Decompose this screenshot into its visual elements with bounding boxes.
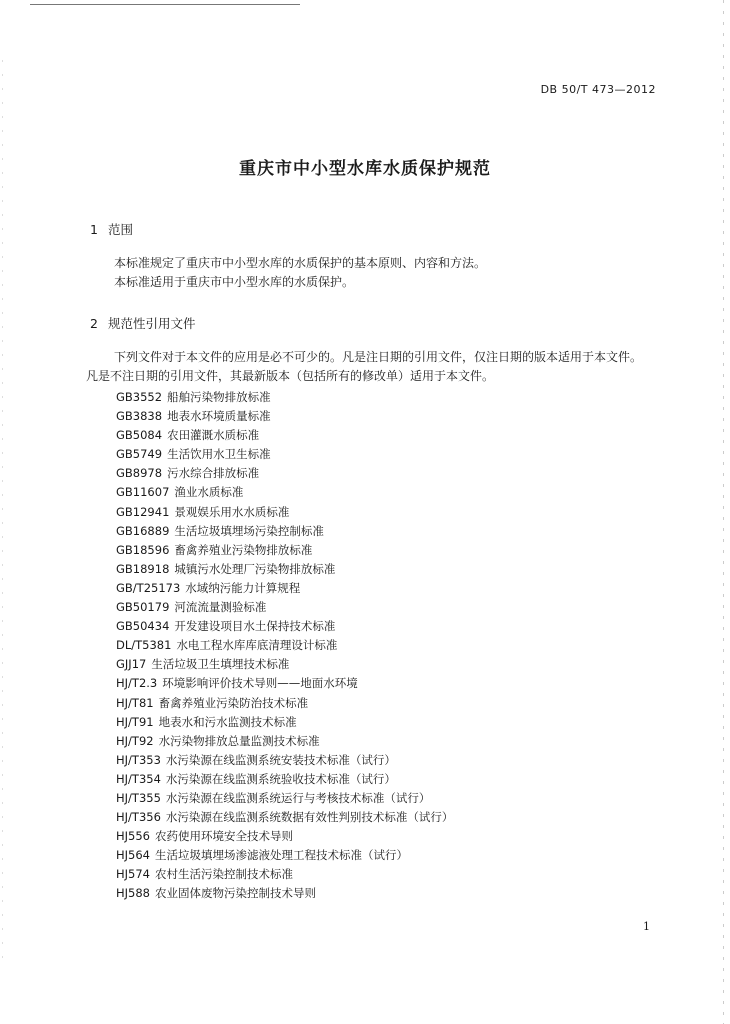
reference-item — [116, 426, 453, 445]
reference-item — [116, 598, 453, 617]
standard-code: DB 50/T 473—2012 — [540, 83, 656, 96]
section-1-paragraph-2: 本标准适用于重庆市中小型水库的水质保护。 — [114, 275, 355, 289]
reference-code: GJJ17 — [116, 657, 147, 672]
reference-name: 生活饮用水卫生标准 — [167, 447, 271, 462]
reference-item — [116, 713, 453, 732]
reference-code: GB5084 — [116, 428, 163, 443]
reference-code: GB/T25173 — [116, 580, 181, 595]
reference-code: HJ/T356 — [116, 810, 161, 825]
reference-item — [116, 674, 453, 693]
document-title: 重庆市中小型水库水质保护规范 — [239, 159, 491, 179]
reference-name: 城镇污水处理厂污染物排放标准 — [174, 561, 336, 576]
reference-item — [116, 808, 453, 827]
reference-name: 生活垃圾填埋场污染控制标准 — [174, 523, 324, 538]
reference-code: GB18918 — [116, 561, 170, 576]
reference-code: GB3838 — [116, 409, 163, 424]
reference-item — [116, 789, 453, 808]
reference-code: HJ564 — [116, 848, 150, 863]
reference-item — [116, 732, 453, 751]
reference-code: HJ556 — [116, 829, 150, 844]
reference-name: 地表水环境质量标准 — [167, 409, 271, 424]
reference-name: 环境影响评价技术导则——地面水环境 — [162, 676, 358, 691]
reference-code: GB8978 — [116, 466, 163, 481]
reference-code: GB12941 — [116, 504, 170, 519]
reference-code: HJ588 — [116, 886, 150, 901]
reference-item — [116, 445, 453, 464]
reference-code: HJ/T355 — [116, 790, 161, 805]
reference-item — [116, 846, 453, 865]
reference-name: 景观娱乐用水水质标准 — [174, 504, 290, 519]
reference-code: HJ/T353 — [116, 752, 161, 767]
section-2-intro-line-2: 凡是不注日期的引用文件，其最新版本（包括所有的修改单）适用于本文件。 — [86, 369, 495, 383]
reference-item — [116, 541, 453, 560]
reference-item — [116, 522, 453, 541]
section-2-heading — [90, 314, 196, 332]
reference-item — [116, 503, 453, 522]
reference-item — [116, 865, 453, 884]
reference-name: 畜禽养殖业污染物排放标准 — [174, 542, 313, 557]
reference-item — [116, 694, 453, 713]
reference-item — [116, 617, 453, 636]
section-1-paragraph-1: 本标准规定了重庆市中小型水库的水质保护的基本原则、内容和方法。 — [114, 256, 487, 270]
reference-item — [116, 655, 453, 674]
reference-name: 水污染物排放总量监测技术标准 — [158, 733, 320, 748]
reference-code: GB3552 — [116, 390, 163, 404]
reference-item — [116, 770, 453, 789]
section-2-intro-line-1: 下列文件对于本文件的应用是必不可少的。凡是注日期的引用文件，仅注日期的版本适用于本文件。 — [114, 350, 643, 364]
reference-code: HJ/T92 — [116, 733, 154, 748]
reference-item — [116, 560, 453, 579]
reference-code: GB11607 — [116, 485, 170, 500]
reference-name: 农药使用环境安全技术导则 — [155, 829, 293, 844]
section-2-number: 2 — [90, 316, 98, 331]
reference-name: 农田灌溉水质标准 — [167, 428, 260, 443]
reference-code: HJ/T91 — [116, 714, 154, 729]
reference-item — [116, 751, 453, 770]
reference-name: 生活垃圾卫生填埋技术标准 — [151, 657, 290, 672]
reference-item — [116, 827, 453, 846]
reference-code: GB5749 — [116, 447, 163, 462]
reference-name: 农业固体废物污染控制技术导则 — [155, 886, 316, 901]
section-1-heading — [90, 220, 133, 238]
reference-name: 船舶污染物排放标准 — [167, 390, 271, 404]
reference-name: 渔业水质标准 — [174, 485, 244, 500]
reference-code: GB50434 — [116, 619, 170, 634]
reference-code: HJ/T2.3 — [116, 676, 158, 691]
reference-code: HJ/T81 — [116, 695, 154, 710]
reference-name: 水污染源在线监测系统验收技术标准（试行） — [165, 771, 396, 786]
reference-name: 水域纳污能力计算规程 — [185, 580, 301, 595]
reference-item — [116, 407, 453, 426]
reference-item — [116, 483, 453, 502]
reference-name: 畜禽养殖业污染防治技术标准 — [158, 695, 309, 710]
reference-name: 水污染源在线监测系统安装技术标准（试行） — [165, 752, 396, 767]
reference-name: 水污染源在线监测系统数据有效性判别技术标准（试行） — [165, 810, 454, 825]
reference-item — [116, 884, 453, 903]
reference-name: 开发建设项目水土保持技术标准 — [174, 619, 336, 634]
reference-name: 农村生活污染控制技术标准 — [155, 867, 293, 882]
reference-name: 生活垃圾填埋场渗滤液处理工程技术标准（试行） — [155, 848, 408, 863]
reference-item — [116, 464, 453, 483]
reference-code: GB50179 — [116, 600, 170, 615]
reference-list — [116, 388, 453, 904]
reference-item — [116, 579, 453, 598]
reference-item — [116, 388, 453, 407]
reference-item — [116, 636, 453, 655]
reference-code: GB18596 — [116, 542, 170, 557]
section-2-title: 规范性引用文件 — [108, 316, 196, 331]
top-rule — [30, 4, 300, 5]
reference-name: 污水综合排放标准 — [167, 466, 260, 481]
reference-name: 河流流量测验标准 — [174, 600, 267, 615]
section-1-title: 范围 — [108, 222, 134, 237]
reference-code: DL/T5381 — [116, 638, 172, 653]
reference-name: 水电工程水库库底清理设计标准 — [176, 638, 338, 653]
reference-name: 地表水和污水监测技术标准 — [158, 714, 297, 729]
reference-name: 水污染源在线监测系统运行与考核技术标准（试行） — [165, 790, 431, 805]
reference-code: HJ/T354 — [116, 771, 161, 786]
reference-code: HJ574 — [116, 867, 150, 882]
page-number: 1 — [643, 920, 650, 933]
reference-code: GB16889 — [116, 523, 170, 538]
section-1-number: 1 — [90, 222, 98, 237]
scan-edge-left — [2, 60, 3, 960]
